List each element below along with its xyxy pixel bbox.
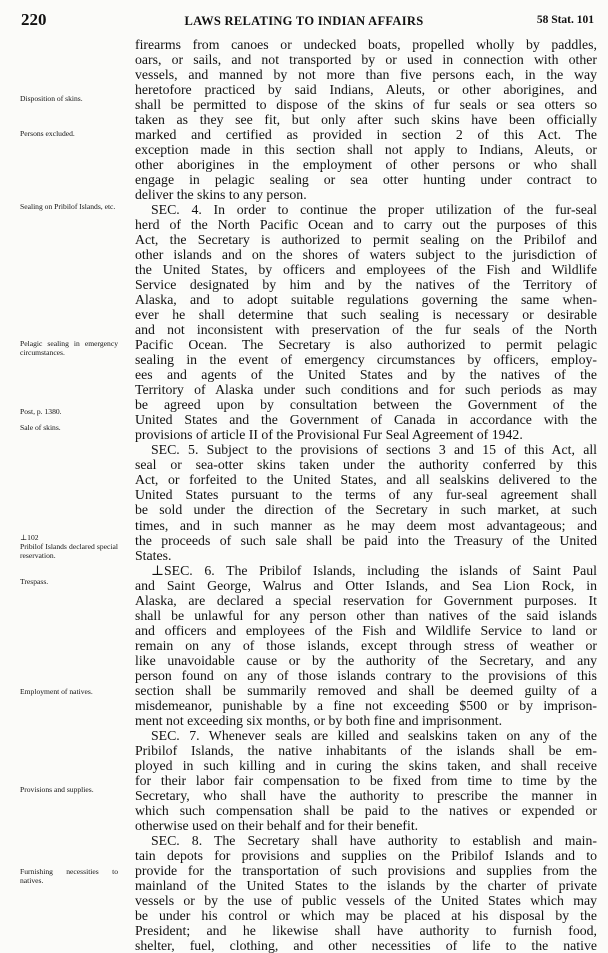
text-line: ees and agents of the United States and by the natives of the (135, 367, 597, 383)
text-line: shall be permitted to dispose of the skins of fur seals or sea otters so (135, 97, 597, 113)
running-title: LAWS RELATING TO INDIAN AFFAIRS (184, 14, 424, 28)
text-line: firearms from canoes or undecked boats, propelled wholly by paddles, (135, 37, 597, 52)
margin-note: Provisions and supplies. (20, 785, 94, 794)
text-line: other islands and on the shores of waters subject to the jurisdiction of (135, 247, 597, 263)
text-line: other aborigines in the employment of other persons or who shall (135, 157, 597, 173)
text-line: Secretary, who shall have the authority to prescribe the manner in (135, 787, 597, 803)
text-line: provide for the transportation of such provisions and supplies from the (135, 862, 597, 878)
text-line: engage in pelagic sealing or sea otter hunting under contract to (135, 172, 597, 188)
text-line: ployed in such killing and in curing the skins taken, and shall receive (135, 757, 597, 773)
margin-note: Pribilof Islands declared special reservation. (20, 542, 118, 560)
statute-reference: 58 Stat. 101 (536, 14, 594, 26)
text-line: seal or sea-otter skins taken under the authority conferred by this (135, 457, 597, 473)
margin-note: Trespass. (20, 577, 49, 586)
text-line: sealing in the event of emergency circumstances by officers, employ- (135, 352, 597, 368)
text-line: exception made in this section shall not apply to Indians, Aleuts, or (135, 142, 597, 158)
text-line: like unavoidable cause or by the authority of the Secretary, and any (135, 652, 597, 668)
text-line: shelter, fuel, clothing, and other necessities of life to the native (135, 937, 597, 953)
text-line: Territory of Alaska under such conditions and for such periods as may (135, 382, 597, 398)
text-line: vessels or by the use of public vessels of the United States which may (135, 892, 597, 908)
text-line: the United States, by officers and employees of the Fish and Wildlife (135, 262, 597, 278)
margin-note: ⊥102 (20, 533, 39, 542)
text-line: ever he shall determine that such sealing is necessary or desirable (135, 307, 597, 323)
text-line: ⊥SEC. 6. The Pribilof Islands, including the islands of Saint Paul (151, 562, 597, 578)
page-number: 220 (21, 10, 47, 29)
margin-note: Pelagic sealing in emergency circumstances. (20, 339, 118, 357)
text-line: United States pursuant to the terms of any fur-seal agreement shall (135, 487, 597, 503)
text-line: shall be unlawful for any person other than natives of the said islands (135, 607, 597, 623)
text-line: provisions of article II of the Provisional Fur Seal Agreement of 1942. (135, 427, 523, 443)
text-line: Alaska, are declared a special reservation for Government purposes. It (135, 592, 597, 608)
text-line: misdemeanor, punishable by a fine not exceeding $500 or by imprison- (135, 697, 597, 713)
margin-note: Disposition of skins. (20, 94, 83, 103)
text-line: be agreed upon by consultation between the Government of the (135, 397, 597, 413)
margin-note: Sale of skins. (20, 423, 61, 432)
text-line: SEC. 5. Subject to the provisions of sections 3 and 15 of this Act, all (151, 442, 597, 458)
text-line: section shall be summarily removed and shall be deemed guilty of a (135, 682, 597, 698)
text-line: times, and in such manner as he may deem most advantageous; and (135, 517, 597, 533)
text-line: person found on any of those islands contrary to the provisions of this (135, 667, 597, 683)
text-line: be under his control or which may be placed at his disposal by the (135, 907, 597, 923)
text-line: Alaska, and to adopt suitable regulations governing the same when- (135, 292, 597, 308)
text-line: marked and certified as provided in section 2 of this Act. The (135, 127, 597, 143)
text-line: deliver the skins to any person. (135, 187, 307, 203)
text-line: tain depots for provisions and supplies on the Pribilof Islands and to (135, 847, 597, 863)
text-line: ment not exceeding six months, or by both fine and imprisonment. (135, 712, 503, 728)
text-line: and Saint George, Walrus and Otter Islands, and Sea Lion Rock, in (135, 577, 597, 593)
page-header (0, 10, 608, 32)
text-line: United States and the Government of Canada in accordance with the (135, 412, 597, 428)
text-line: President; and he likewise shall have authority to furnish food, (135, 922, 597, 938)
margin-note: Employment of natives. (20, 687, 93, 696)
text-line: remain on any of those islands, except through stress of weather or (135, 637, 597, 653)
text-line: Pribilof Islands, the native inhabitants of the islands shall be em- (135, 742, 597, 758)
text-line: which such compensation shall be paid to the natives or expended or (135, 802, 597, 818)
body-text (135, 37, 597, 953)
text-line: mainland of the United States to the islands by the charter of private (135, 877, 597, 893)
text-line: SEC. 4. In order to continue the proper utilization of the fur-seal (151, 202, 597, 218)
text-line: and not inconsistent with preservation of the fur seals of the North (135, 322, 597, 338)
text-line: herd of the North Pacific Ocean and to carry out the purposes of this (135, 217, 597, 233)
margin-note: Furnishing necessities to natives. (20, 867, 118, 885)
text-line: the proceeds of such sale shall be paid into the Treasury of the United (135, 532, 597, 548)
text-line: for their labor fair compensation to be fixed from time to time by the (135, 772, 597, 788)
text-line: SEC. 8. The Secretary shall have authority to establish and main- (151, 832, 597, 848)
text-line: and officers and employees of the Fish and Wildlife Service to land or (135, 622, 597, 638)
text-line: oars, or sails, and not transported by or used in connection with other (135, 52, 597, 68)
text-line: Act, the Secretary is authorized to permit sealing on the Pribilof and (135, 232, 597, 248)
margin-note: Post, p. 1380. (20, 407, 62, 416)
margin-note: Persons excluded. (20, 129, 75, 138)
text-line: otherwise used on their behalf and for their benefit. (135, 817, 419, 833)
text-line: heretofore practiced by said Indians, Aleuts, or other aborigines, and (135, 82, 597, 98)
text-line: Service designated by him and by the natives of the Territory of (135, 277, 597, 293)
text-line: taken as they see fit, but only after such skins have been officially (135, 112, 597, 128)
text-line: Act, or forfeited to the United States, and all sealskins delivered to the (135, 472, 597, 488)
text-line: vessels, and manned by not more than five persons each, in the way (135, 67, 597, 83)
text-line: Pacific Ocean. The Secretary is also authorized to permit pelagic (135, 337, 597, 353)
text-line: States. (135, 547, 172, 563)
text-line: be sold under the direction of the Secretary in such market, at such (135, 502, 597, 518)
text-line: SEC. 7. Whenever seals are killed and sealskins taken on any of the (151, 727, 597, 743)
margin-note: Sealing on Pribilof Islands, etc. (20, 202, 116, 211)
